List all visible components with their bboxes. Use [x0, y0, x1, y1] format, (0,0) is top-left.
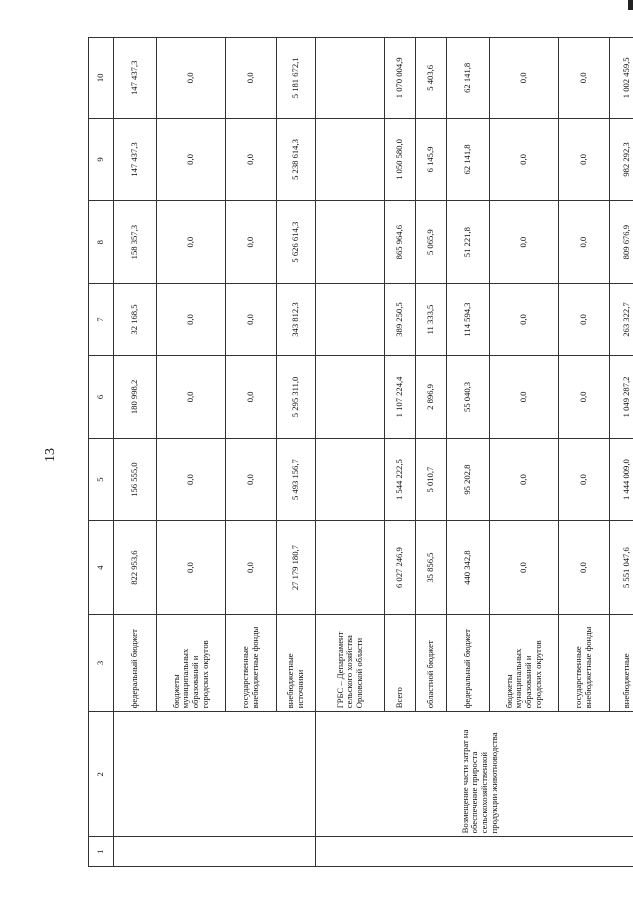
value-cell: 0,0	[226, 521, 277, 614]
value-cell: 0,0	[157, 284, 226, 356]
page-number: 13	[43, 448, 58, 462]
event-name-cell	[114, 712, 316, 837]
column-header: 9	[89, 118, 114, 201]
value-cell: 982 292,3	[610, 118, 633, 201]
funding-source-cell: Всего	[385, 614, 416, 712]
value-cell: 0,0	[226, 38, 277, 119]
table-container	[88, 37, 632, 867]
value-cell: 35 856,5	[416, 521, 447, 614]
value-cell: 11 333,5	[416, 284, 447, 356]
table-row	[316, 38, 385, 867]
column-header: 6	[89, 356, 114, 439]
value-cell	[316, 118, 385, 201]
value-cell: 51 221,8	[447, 201, 490, 284]
funding-source-cell: государственные внебюджетные фонды	[559, 614, 610, 712]
budget-table	[88, 37, 633, 867]
value-cell: 0,0	[559, 284, 610, 356]
value-cell: 0,0	[157, 356, 226, 439]
value-cell	[316, 438, 385, 521]
value-cell: 5 551 047,6	[610, 521, 633, 614]
funding-source-cell: внебюджетные источники	[277, 614, 316, 712]
corner-mark	[628, 0, 633, 10]
value-cell: 156 555,0	[114, 438, 157, 521]
value-cell: 0,0	[490, 521, 559, 614]
value-cell	[316, 201, 385, 284]
value-cell: 0,0	[226, 284, 277, 356]
value-cell: 1 107 224,4	[385, 356, 416, 439]
value-cell: 0,0	[559, 118, 610, 201]
value-cell: 5 626 614,3	[277, 201, 316, 284]
value-cell: 0,0	[490, 356, 559, 439]
value-cell: 0,0	[226, 356, 277, 439]
value-cell: 1 070 004,9	[385, 38, 416, 119]
value-cell	[316, 284, 385, 356]
value-cell: 158 357,3	[114, 201, 157, 284]
value-cell: 2 896,9	[416, 356, 447, 439]
value-cell: 0,0	[490, 201, 559, 284]
funding-source-cell: государственные внебюджетные фонды	[226, 614, 277, 712]
value-cell: 343 812,3	[277, 284, 316, 356]
value-cell: 1 002 459,5	[610, 38, 633, 119]
column-header: 8	[89, 201, 114, 284]
row-number-cell	[316, 837, 633, 867]
funding-source-cell: федеральный бюджет	[447, 614, 490, 712]
value-cell: 180 998,2	[114, 356, 157, 439]
value-cell: 1 050 580,0	[385, 118, 416, 201]
value-cell: 0,0	[157, 201, 226, 284]
value-cell: 865 964,6	[385, 201, 416, 284]
value-cell: 0,0	[490, 438, 559, 521]
value-cell: 62 141,8	[447, 38, 490, 119]
value-cell: 5 181 672,1	[277, 38, 316, 119]
value-cell: 27 179 180,7	[277, 521, 316, 614]
table-header-row	[89, 38, 114, 867]
value-cell: 1 049 287,2	[610, 356, 633, 439]
funding-source-cell: федеральный бюджет	[114, 614, 157, 712]
value-cell: 0,0	[559, 38, 610, 119]
funding-source-cell: бюджеты муниципальных образований и городских округов	[157, 614, 226, 712]
value-cell: 0,0	[157, 521, 226, 614]
value-cell: 6 145,9	[416, 118, 447, 201]
value-cell: 62 141,8	[447, 118, 490, 201]
value-cell: 5 238 614,3	[277, 118, 316, 201]
value-cell: 0,0	[559, 356, 610, 439]
table-row	[114, 38, 157, 867]
value-cell: 0,0	[490, 284, 559, 356]
value-cell: 389 250,5	[385, 284, 416, 356]
funding-source-cell: ГРБС – Департамент сельского хозяйства Орловской области	[316, 614, 385, 712]
column-header: 3	[89, 614, 114, 712]
value-cell: 1 544 222,5	[385, 438, 416, 521]
value-cell: 1 444 009,0	[610, 438, 633, 521]
value-cell: 5 010,7	[416, 438, 447, 521]
funding-source-cell: областной бюджет	[416, 614, 447, 712]
value-cell: 0,0	[226, 438, 277, 521]
value-cell: 0,0	[157, 438, 226, 521]
value-cell: 0,0	[490, 118, 559, 201]
column-header: 1	[89, 837, 114, 867]
value-cell: 0,0	[490, 38, 559, 119]
value-cell: 147 437,3	[114, 38, 157, 119]
column-header: 4	[89, 521, 114, 614]
value-cell: 0,0	[559, 438, 610, 521]
value-cell: 0,0	[559, 201, 610, 284]
value-cell: 6 027 246,9	[385, 521, 416, 614]
value-cell	[316, 521, 385, 614]
value-cell: 5 295 311,0	[277, 356, 316, 439]
column-header: 2	[89, 712, 114, 837]
value-cell: 5 065,9	[416, 201, 447, 284]
value-cell: 0,0	[157, 118, 226, 201]
column-header: 5	[89, 438, 114, 521]
event-name-cell: Возмещение части затрат на обеспечение прироста сельскохозяйственной продукции животноводства	[316, 712, 633, 837]
value-cell	[316, 356, 385, 439]
value-cell: 32 168,5	[114, 284, 157, 356]
value-cell: 263 322,7	[610, 284, 633, 356]
value-cell: 440 342,8	[447, 521, 490, 614]
value-cell: 114 594,3	[447, 284, 490, 356]
value-cell: 0,0	[226, 201, 277, 284]
value-cell: 95 202,8	[447, 438, 490, 521]
value-cell: 5 403,6	[416, 38, 447, 119]
funding-source-cell: внебюджетные	[610, 614, 633, 712]
column-header: 7	[89, 284, 114, 356]
value-cell: 809 676,9	[610, 201, 633, 284]
value-cell: 822 953,6	[114, 521, 157, 614]
column-header: 10	[89, 38, 114, 119]
funding-source-cell: бюджеты муниципальных образований и городских округов	[490, 614, 559, 712]
value-cell: 0,0	[226, 118, 277, 201]
value-cell: 0,0	[157, 38, 226, 119]
value-cell: 0,0	[559, 521, 610, 614]
value-cell	[316, 38, 385, 119]
value-cell: 5 493 156,7	[277, 438, 316, 521]
value-cell: 55 040,3	[447, 356, 490, 439]
value-cell: 147 437,3	[114, 118, 157, 201]
row-number-cell	[114, 837, 316, 867]
